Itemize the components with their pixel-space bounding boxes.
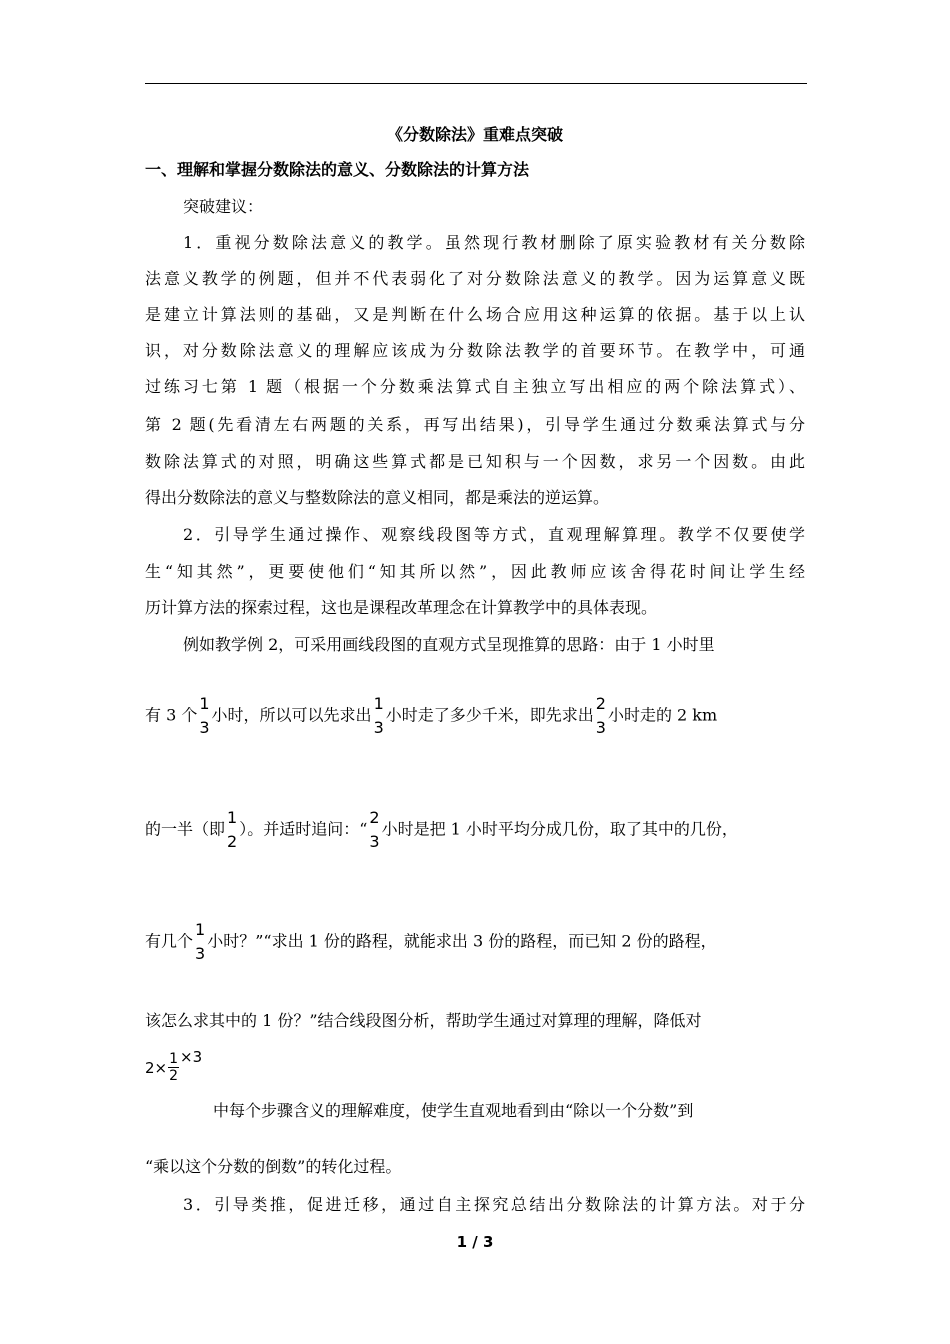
header-rule	[145, 83, 807, 84]
paragraph-line: 得出分数除法的意义与整数除法的意义相同，都是乘法的逆运算。	[145, 488, 610, 507]
formula-left: 2×	[145, 1058, 168, 1077]
section-heading: 一、理解和掌握分数除法的意义、分数除法的计算方法	[145, 160, 530, 179]
formula	[145, 1048, 203, 1084]
fraction-numerator: 2	[369, 808, 380, 827]
fraction-row-2	[145, 810, 738, 850]
fraction	[596, 696, 606, 736]
fraction-denominator: 3	[373, 718, 384, 737]
page-number: 1 / 3	[456, 1233, 494, 1251]
fraction-denominator: 3	[595, 718, 606, 737]
formula-fraction	[168, 1052, 179, 1083]
fraction	[369, 810, 379, 850]
row-text: ）。并适时追问：“	[239, 819, 368, 839]
paragraph-line: 1．重视分数除法意义的教学。虽然现行教材删除了原实验教材有关分数除	[183, 233, 805, 252]
fraction-numerator: 1	[227, 808, 238, 827]
paragraph-line: 生“知其然”，更要使他们“知其所以然”，因此教师应该舍得花时间让学生经	[145, 562, 805, 581]
row-text: 小时是把 1 小时平均分成几份，取了其中的几份，	[381, 819, 738, 839]
fraction-numerator: 1	[195, 920, 206, 939]
row-text: 有几个	[145, 931, 194, 951]
paragraph-line: 是建立计算法则的基础，又是判断在什么场合应用这种运算的依据。基于以上认	[145, 305, 805, 324]
formula-denominator: 2	[169, 1068, 179, 1084]
fraction-row-3	[145, 922, 717, 962]
paragraph-line: 过练习七第 1 题（根据一个分数乘法算式自主独立写出相应的两个除法算式）、	[145, 377, 805, 396]
paragraph-line: 识，对分数除法意义的理解应该成为分数除法教学的首要环节。在教学中，可通	[145, 341, 805, 360]
fraction	[199, 696, 209, 736]
paragraph-line: 第 2 题(先看清左右两题的关系，再写出结果)，引导学生通过分数乘法算式与分	[145, 415, 805, 434]
paragraph-line: 例如教学例 2，可采用画线段图的直观方式呈现推算的思路：由于 1 小时里	[183, 635, 715, 654]
paragraph-line: 中每个步骤含义的理解难度，使学生直观地看到由“除以一个分数”到	[213, 1101, 694, 1120]
paragraph-line: 历计算方法的探索过程，这也是课程改革理念在计算教学中的具体表现。	[145, 598, 658, 617]
fraction-denominator: 3	[199, 718, 210, 737]
row-text: 小时走了多少千米，即先求出	[385, 705, 594, 725]
fraction	[374, 696, 384, 736]
fraction	[195, 922, 205, 962]
row-text: 小时，所以可以先求出	[211, 705, 372, 725]
fraction-denominator: 2	[227, 832, 238, 851]
fraction-denominator: 3	[369, 832, 380, 851]
row-text: 小时走的 2 km	[607, 705, 718, 725]
fraction-row-1	[145, 696, 717, 736]
paragraph-line: 3．引导类推，促进迁移，通过自主探究总结出分数除法的计算方法。对于分	[183, 1195, 805, 1214]
paragraph-line: 该怎么求其中的 1 份？”结合线段图分析，帮助学生通过对算理的理解，降低对	[145, 1011, 702, 1030]
paragraph-line: “乘以这个分数的倒数”的转化过程。	[145, 1157, 402, 1176]
formula-numerator: 1	[169, 1051, 179, 1067]
suggestion-label: 突破建议：	[183, 197, 264, 216]
row-text: 的一半（即	[145, 819, 226, 839]
paragraph-line: 法意义教学的例题，但并不代表弱化了对分数除法意义的教学。因为运算意义既	[145, 269, 805, 288]
formula-right: ×3	[180, 1048, 203, 1066]
paragraph-line: 数除法算式的对照，明确这些算式都是已知积与一个因数，求另一个因数。由此	[145, 452, 805, 471]
fraction-denominator: 3	[195, 944, 206, 963]
fraction	[227, 810, 237, 850]
fraction-numerator: 1	[199, 694, 210, 713]
fraction-numerator: 1	[373, 694, 384, 713]
paragraph-line: 2．引导学生通过操作、观察线段图等方式，直观理解算理。教学不仅要使学	[183, 525, 805, 544]
row-text: 有 3 个	[145, 705, 198, 725]
fraction-numerator: 2	[595, 694, 606, 713]
document-title: 《分数除法》重难点突破	[386, 125, 563, 144]
row-text: 小时？”“求出 1 份的路程，就能求出 3 份的路程，而已知 2 份的路程，	[207, 931, 717, 951]
